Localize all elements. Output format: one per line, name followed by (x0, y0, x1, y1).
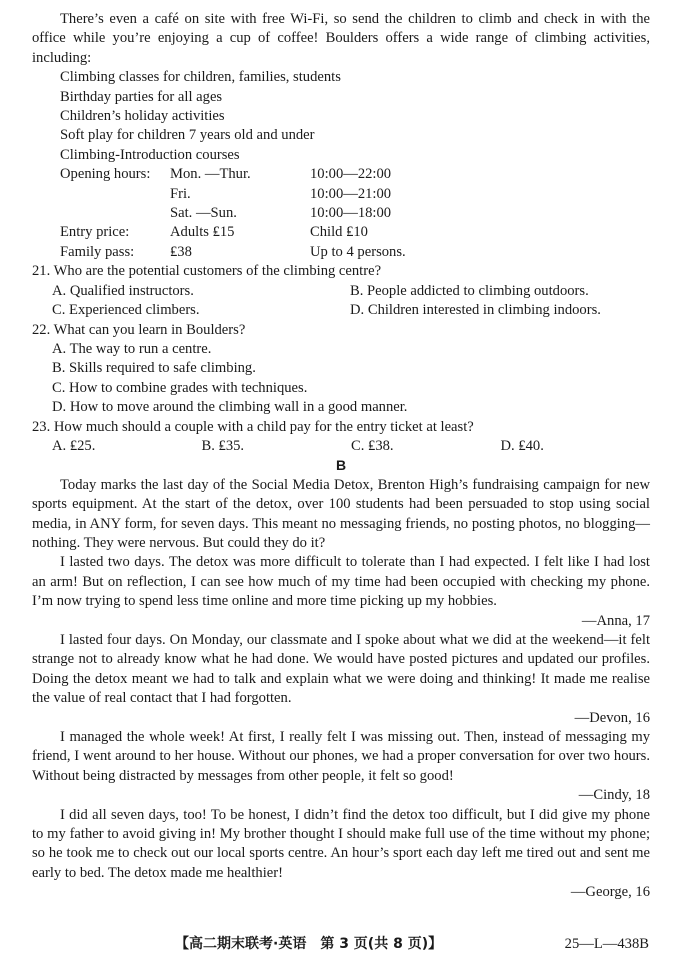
signature: —Devon, 16 (574, 709, 650, 726)
passage-paragraph: I managed the whole week! At first, I really felt I was missing out. Then, instead of messaging my friend, I went around to her house. Without our phones, we had a proper conversation for over two hours. Without being distracted by messages from other people, it felt so good! (32, 729, 650, 784)
intro-paragraph: There’s even a café on site with free Wi-Fi, so send the children to climb and check in with the office while you’re enjoying a cup of coffee! Boulders offers a wide range of climbing activities, including: (32, 11, 650, 66)
info-value: 10:00—22:00 (310, 166, 392, 183)
option-d[interactable]: D. How to move around the climbing wall in a good manner. (52, 399, 408, 416)
options-row (32, 282, 650, 301)
info-row (60, 185, 406, 204)
passage-paragraph: I did all seven days, too! To be honest, I didn’t find the detox too difficult, but I did give my phone to my father to avoid giving in! My brother thought I should make full use of the time without my phone; so he took me to check out our local sports centre. An hour’s sport each day left me tired out and sent me early to bed. The detox made me healthier! (32, 806, 650, 881)
page-footer (0, 935, 677, 955)
question-21: 21. Who are the potential customers of the climbing centre? (32, 263, 382, 280)
info-label: Entry price: (60, 224, 130, 241)
activity-item: Birthday parties for all ages (60, 88, 223, 105)
question-22: 22. What can you learn in Boulders? (32, 321, 246, 338)
info-value: 10:00—18:00 (310, 205, 392, 222)
info-value: 10:00—21:00 (310, 185, 392, 202)
signature: —Anna, 17 (581, 612, 650, 629)
info-row (60, 243, 406, 262)
info-table (60, 165, 406, 262)
options-row (32, 301, 650, 320)
signature: —Cindy, 18 (578, 787, 650, 804)
info-value: Up to 4 persons. (310, 243, 406, 260)
section-heading: B (335, 457, 347, 474)
passage-paragraph: Today marks the last day of the Social Media Detox, Brenton High’s fundraising campaign for new sports equipment. At the start of the detox, over 100 students had been persuaded to stop using social media, in ANY form, for seven days. This meant no messaging friends, no posting photos, no blogging—nothing. They were nervous. But could they do it? (32, 476, 650, 551)
activity-item: Children’s holiday activities (60, 108, 225, 125)
option-d[interactable]: D. ₤40. (500, 437, 544, 454)
option-b[interactable]: B. ₤35. (201, 437, 245, 454)
option-a[interactable]: A. The way to run a centre. (52, 340, 212, 357)
info-label (60, 204, 170, 223)
info-label: Opening hours: (60, 166, 151, 183)
info-row (60, 165, 406, 184)
option-c[interactable]: C. How to combine grades with techniques. (52, 379, 308, 396)
info-value: Fri. (170, 185, 191, 202)
activity-item: Soft play for children 7 years old and under (60, 127, 315, 144)
info-row (60, 204, 406, 223)
activity-list (32, 68, 650, 165)
footer-title: 【高二期末联考·英语 第 3 页(共 8 页)】 (175, 936, 443, 952)
question-23: 23. How much should a couple with a child pay for the entry ticket at least? (32, 418, 474, 435)
option-b[interactable]: B. People addicted to climbing outdoors. (350, 282, 589, 299)
activity-item: Climbing classes for children, families, students (60, 69, 341, 86)
signature: —George, 16 (570, 884, 650, 901)
passage-paragraph: I lasted four days. On Monday, our classmate and I spoke about what we did at the weekend—it felt strange not to already know what he had done. We would have posted pictures and updated our profiles. Doing the detox meant we had to talk and explain what we were doing and thinking! It made me realise the value of real contact that I had forgotten. (32, 632, 650, 707)
footer-code: 25—L—438B (564, 936, 649, 952)
option-d[interactable]: D. Children interested in climbing indoors. (350, 302, 601, 319)
info-label (60, 185, 170, 204)
passage-paragraph: I lasted two days. The detox was more difficult to tolerate than I had expected. I felt like I had lost an arm! But on reflection, I can see how much of my time had been occupied with checking my phone. I’m now trying to spend less time online and more time picking up my hobbies. (32, 554, 650, 610)
page-content (32, 10, 650, 903)
option-a[interactable]: A. Qualified instructors. (52, 282, 194, 299)
options-row (32, 437, 650, 456)
info-value: Child ₤10 (310, 224, 368, 241)
option-c[interactable]: C. Experienced climbers. (52, 302, 200, 319)
info-label: Family pass: (60, 243, 135, 260)
option-a[interactable]: A. ₤25. (52, 437, 96, 454)
info-row (60, 223, 406, 242)
activity-item: Climbing-Introduction courses (60, 146, 240, 163)
option-b[interactable]: B. Skills required to safe climbing. (52, 360, 256, 377)
info-value: Mon. —Thur. (170, 166, 251, 183)
info-value: Adults ₤15 (170, 224, 235, 241)
info-value: ₤38 (170, 243, 192, 260)
info-value: Sat. —Sun. (170, 205, 237, 222)
option-c[interactable]: C. ₤38. (351, 437, 394, 454)
